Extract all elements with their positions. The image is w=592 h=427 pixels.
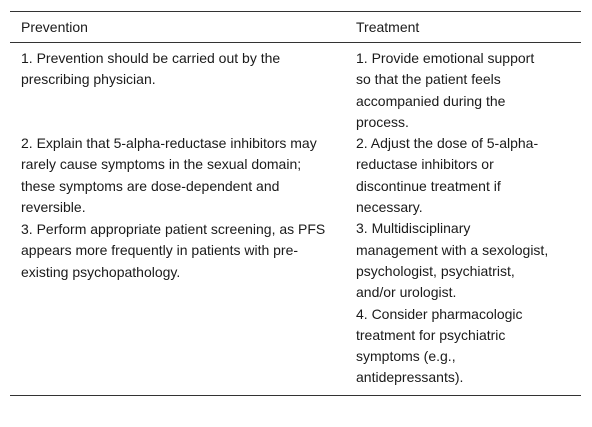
prevention-treatment-table [10, 11, 581, 396]
prevention-item: 1. Prevention should be carried out by the prescribing physician. [21, 50, 281, 88]
treatment-item: 2. Adjust the dose of 5-alpha-reductase inhibitors or discontinue treatment if necessary. [356, 135, 539, 216]
header-treatment: Treatment [356, 19, 420, 35]
table-body-row [10, 43, 581, 395]
treatment-cell [356, 48, 581, 389]
treatment-item: 4. Consider pharmacologic treatment for psychiatric symptoms (e.g., antidepressants). [356, 305, 523, 386]
treatment-item: 3. Multidisciplinary management with a sexologist, psychologist, psychiatrist, and/or urologist. [356, 220, 549, 301]
prevention-item: 2. Explain that 5-alpha-reductase inhibitors may rarely cause symptoms in the sexual domain; these symptoms are dose-dependent and reversible. [21, 135, 317, 215]
table-header-row [10, 12, 581, 43]
treatment-item: 1. Provide emotional support so that the patient feels accompanied during the process. [356, 50, 535, 130]
prevention-item: 3. Perform appropriate patient screening, as PFS appears more frequently in patients with pre-existing psychopathology. [21, 221, 326, 280]
prevention-cell [10, 48, 356, 389]
header-prevention: Prevention [21, 19, 88, 35]
